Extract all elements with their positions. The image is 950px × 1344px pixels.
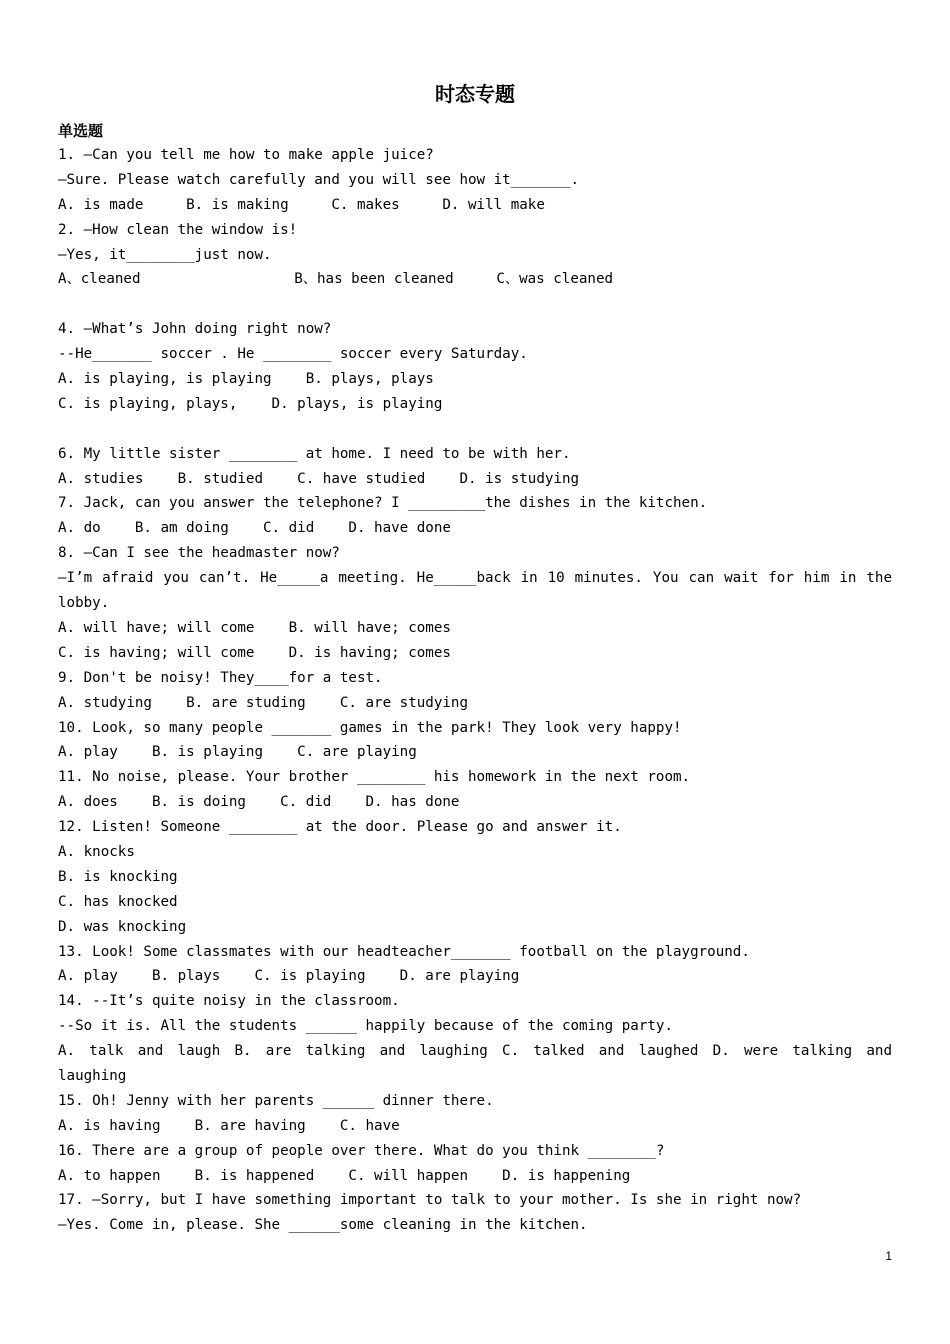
question-2-prompt: 2. —How clean the window is! bbox=[58, 221, 298, 238]
question-14-options: A. talk and laugh B. are talking and laughing C. talked and laughed D. were talking and laughing bbox=[58, 1043, 892, 1084]
question-1-options: A. is made B. is making C. makes D. will make bbox=[58, 196, 545, 213]
question-11-options: A. does B. is doing C. did D. has done bbox=[58, 794, 460, 811]
question-9-options: A. studying B. are studing C. are studying bbox=[58, 694, 468, 711]
question-9-prompt: 9. Don't be noisy! They____for a test. bbox=[58, 669, 383, 686]
question-12-option-c: C. has knocked bbox=[58, 893, 178, 910]
question-17-reply: —Yes. Come in, please. She ______some cleaning in the kitchen. bbox=[58, 1217, 588, 1234]
question-8-options-cd: C. is having; will come D. is having; comes bbox=[58, 644, 451, 661]
section-heading: 单选题 bbox=[58, 122, 104, 140]
question-12-option-d: D. was knocking bbox=[58, 918, 187, 935]
question-13-prompt: 13. Look! Some classmates with our headteacher_______ football on the playground. bbox=[58, 943, 750, 960]
question-10-options: A. play B. is playing C. are playing bbox=[58, 744, 417, 761]
question-12-option-b: B. is knocking bbox=[58, 868, 178, 885]
question-12-prompt: 12. Listen! Someone ________ at the door. Please go and answer it. bbox=[58, 819, 622, 836]
question-14-reply: --So it is. All the students ______ happily because of the coming party. bbox=[58, 1018, 673, 1035]
question-6-prompt: 6. My little sister ________ at home. I need to be with her. bbox=[58, 445, 571, 462]
question-8-options-ab: A. will have; will come B. will have; comes bbox=[58, 619, 451, 636]
question-8-reply: —I’m afraid you can’t. He_____a meeting. He_____back in 10 minutes. You can wait for him in the lobby. bbox=[58, 570, 892, 612]
question-2-options: A、cleaned B、has been cleaned C、was cleaned bbox=[58, 271, 614, 288]
question-4-reply: --He_______ soccer . He ________ soccer every Saturday. bbox=[58, 346, 528, 363]
question-7-prompt: 7. Jack, can you answer the telephone? I _________the dishes in the kitchen. bbox=[58, 495, 708, 512]
question-15-options: A. is having B. are having C. have bbox=[58, 1117, 400, 1134]
question-4-options-ab: A. is playing, is playing B. plays, plays bbox=[58, 371, 434, 388]
question-17-prompt: 17. —Sorry, but I have something important to talk to your mother. Is she in right now? bbox=[58, 1192, 802, 1209]
page-title: 时态专题 bbox=[435, 82, 515, 106]
question-8-prompt: 8. —Can I see the headmaster now? bbox=[58, 545, 340, 562]
question-13-options: A. play B. plays C. is playing D. are playing bbox=[58, 968, 520, 985]
question-2-reply: —Yes, it________just now. bbox=[58, 246, 272, 263]
question-11-prompt: 11. No noise, please. Your brother ________ his homework in the next room. bbox=[58, 769, 691, 786]
question-16-prompt: 16. There are a group of people over there. What do you think ________? bbox=[58, 1142, 665, 1159]
question-1-reply: —Sure. Please watch carefully and you will see how it_______. bbox=[58, 171, 580, 188]
question-15-prompt: 15. Oh! Jenny with her parents ______ dinner there. bbox=[58, 1092, 494, 1109]
question-12-option-a: A. knocks bbox=[58, 843, 135, 860]
question-4-prompt: 4. —What’s John doing right now? bbox=[58, 321, 332, 338]
question-14-prompt: 14. --It’s quite noisy in the classroom. bbox=[58, 993, 400, 1010]
question-10-prompt: 10. Look, so many people _______ games in the park! They look very happy! bbox=[58, 719, 682, 736]
question-7-options: A. do B. am doing C. did D. have done bbox=[58, 520, 451, 537]
blank-line bbox=[58, 292, 892, 317]
question-1-prompt: 1. —Can you tell me how to make apple juice? bbox=[58, 147, 434, 163]
page-number: 1 bbox=[885, 1249, 892, 1263]
question-list bbox=[58, 143, 892, 1238]
question-4-options-cd: C. is playing, plays, D. plays, is playing bbox=[58, 395, 443, 412]
question-16-options: A. to happen B. is happened C. will happen D. is happening bbox=[58, 1167, 631, 1184]
blank-line bbox=[58, 417, 892, 442]
question-6-options: A. studies B. studied C. have studied D. is studying bbox=[58, 470, 580, 487]
